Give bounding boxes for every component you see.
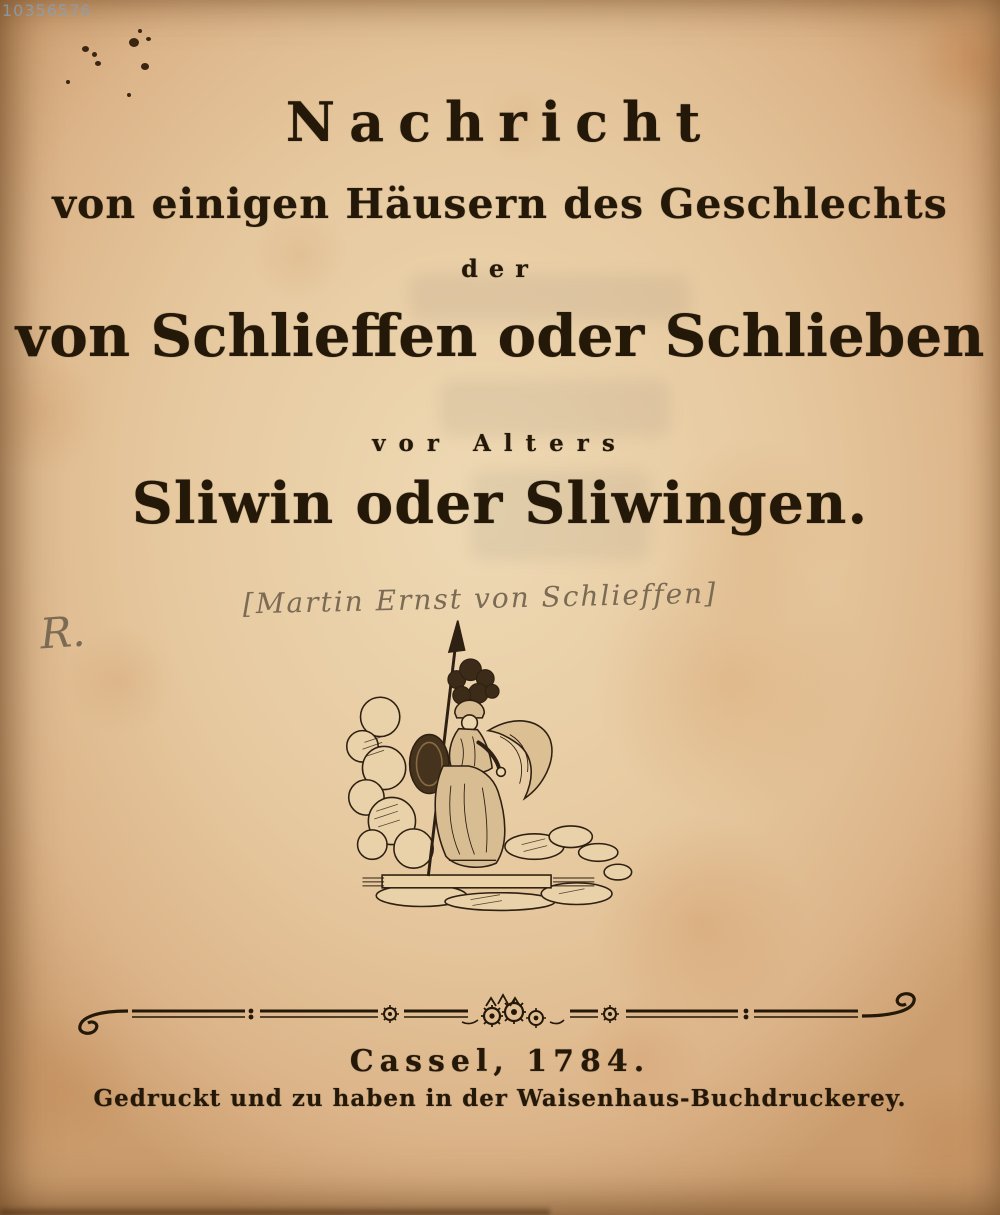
- title-subline: von einigen Häusern des Geschlechts: [52, 180, 948, 228]
- handwritten-attribution: [Martin Ernst von Schlieffen]: [242, 576, 718, 621]
- rosette: [601, 1005, 619, 1023]
- minerva-vignette: [333, 616, 667, 916]
- scan-edge-shadow: [0, 1206, 550, 1215]
- formerly-label: vor Alters: [372, 430, 628, 457]
- old-name-line: Sliwin oder Sliwingen.: [131, 470, 869, 537]
- imprint-printer: Gedruckt und zu haben in der Waisenhaus-Buchdruckerey.: [93, 1085, 907, 1112]
- title-headline: Nachricht: [285, 90, 715, 154]
- minerva-vignette-illustration: [333, 616, 667, 916]
- handwritten-initial: R.: [38, 606, 87, 659]
- ornamental-rule: [40, 986, 960, 1041]
- family-name-line: von Schlieffen oder Schlieben: [15, 302, 985, 370]
- rosette: [381, 1005, 399, 1023]
- cloud-right: [505, 826, 632, 880]
- title-connector: der: [461, 254, 539, 283]
- imprint-place-year: Cassel, 1784.: [349, 1044, 651, 1079]
- helmet-plume: [448, 659, 499, 704]
- show-through-mark: [440, 380, 670, 436]
- catalog-number: 10356576: [2, 1, 92, 20]
- robe: [435, 766, 505, 867]
- plinth: [362, 875, 594, 888]
- ornamental-rule-drawing: [40, 986, 960, 1041]
- center-ornament: [462, 995, 564, 1028]
